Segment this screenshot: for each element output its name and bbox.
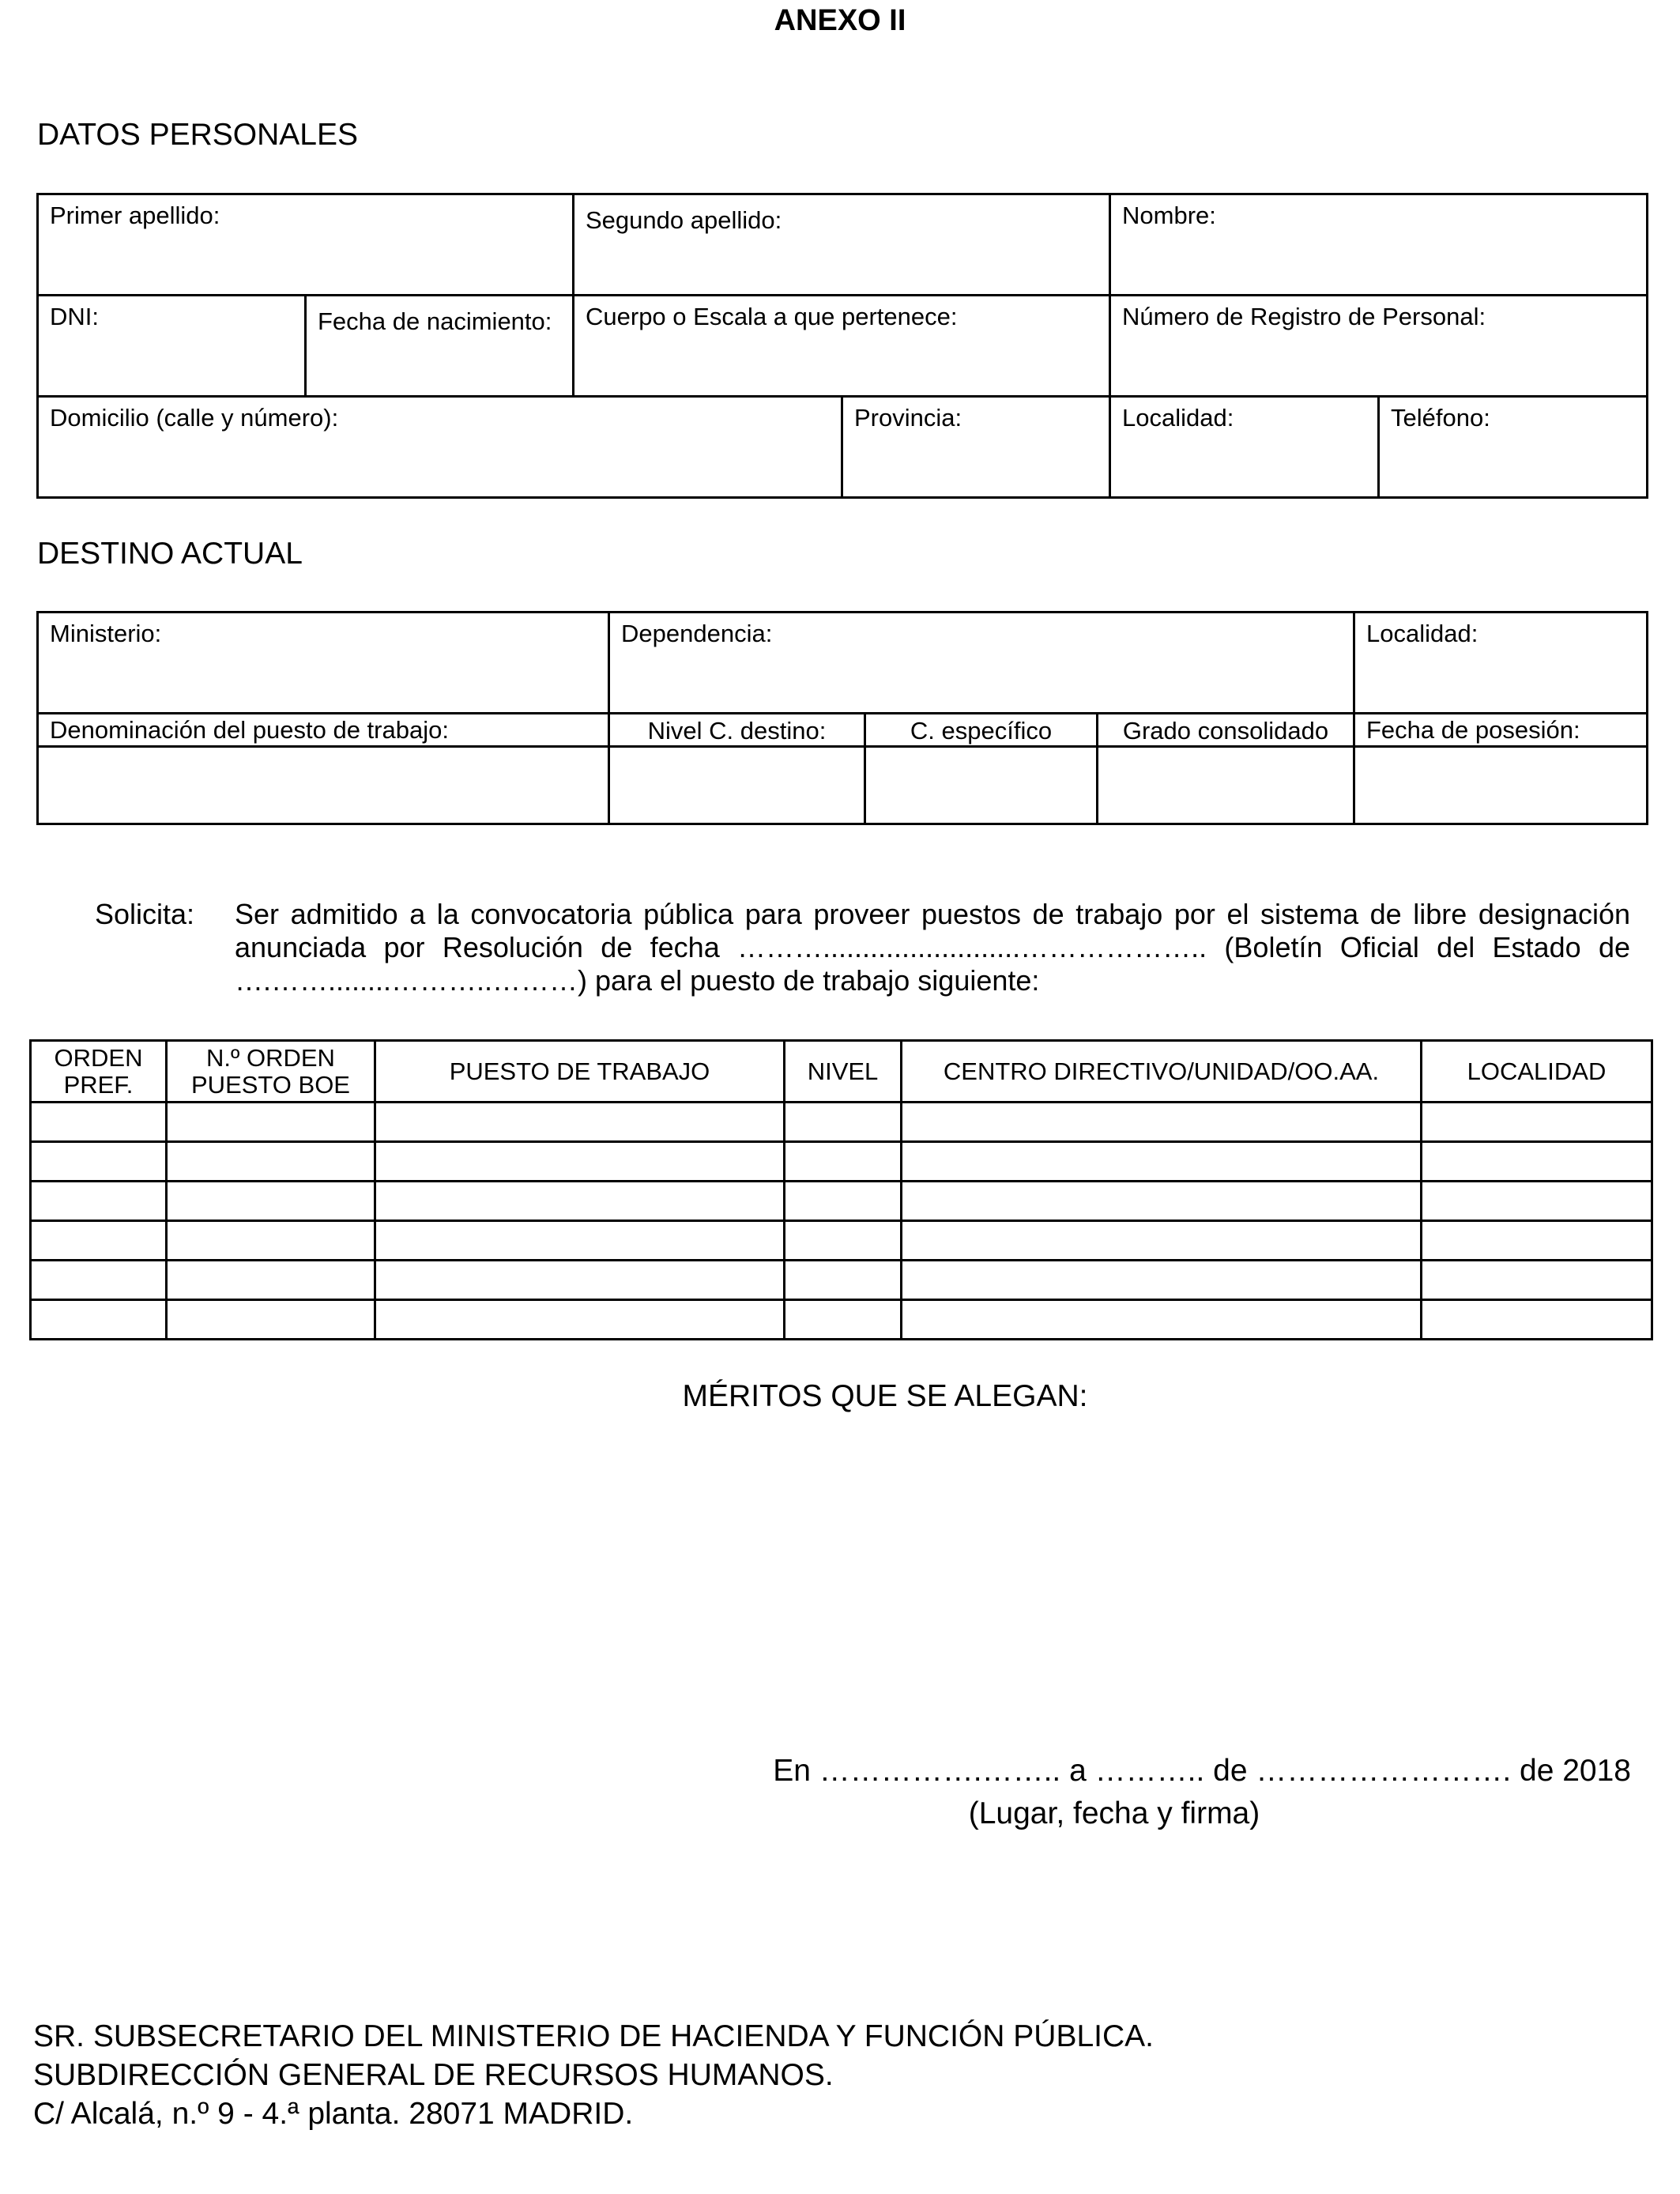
table-cell[interactable] xyxy=(902,1182,1422,1221)
telefono-field[interactable] xyxy=(1379,397,1648,498)
table-cell[interactable] xyxy=(31,1103,167,1142)
especifico-label: C. específico xyxy=(910,717,1053,745)
table-cell[interactable] xyxy=(167,1182,375,1221)
cuerpo-escala-label: Cuerpo o Escala a que pertenece: xyxy=(586,303,958,330)
table-cell[interactable] xyxy=(1422,1103,1652,1142)
table-cell[interactable] xyxy=(1422,1142,1652,1182)
fecha-posesion-field[interactable] xyxy=(1354,747,1648,824)
lugar-fecha-caption: (Lugar, fecha y firma) xyxy=(968,1796,1260,1830)
page-title: ANEXO II xyxy=(774,4,906,37)
table-cell[interactable] xyxy=(902,1261,1422,1300)
destino-localidad-label: Localidad: xyxy=(1366,620,1478,647)
lugar-fecha-line: En …………….…….. a ……….. de ……………………. de 2018 xyxy=(773,1754,1631,1788)
table-cell[interactable] xyxy=(375,1142,785,1182)
puestos-table xyxy=(29,1039,1653,1340)
table-cell[interactable] xyxy=(785,1300,902,1340)
table-cell[interactable] xyxy=(902,1142,1422,1182)
localidad-field[interactable] xyxy=(1110,397,1379,498)
datos-personales-table xyxy=(36,193,1648,499)
table-cell[interactable] xyxy=(167,1261,375,1300)
table-cell[interactable] xyxy=(167,1103,375,1142)
table-row xyxy=(31,1103,1652,1142)
table-cell[interactable] xyxy=(167,1142,375,1182)
table-cell[interactable] xyxy=(785,1103,902,1142)
table-row xyxy=(31,1300,1652,1340)
table-cell[interactable] xyxy=(31,1261,167,1300)
table-cell[interactable] xyxy=(375,1300,785,1340)
footer-line-3: C/ Alcalá, n.º 9 - 4.ª planta. 28071 MADRID. xyxy=(33,2097,634,2131)
header-orden-boe xyxy=(167,1041,375,1103)
domicilio-field[interactable] xyxy=(38,397,842,498)
fecha-nacimiento-field[interactable] xyxy=(306,296,574,397)
dependencia-label: Dependencia: xyxy=(621,620,773,647)
nivel-destino-label: Nivel C. destino: xyxy=(647,717,827,745)
table-cell[interactable] xyxy=(785,1221,902,1261)
denominacion-field[interactable] xyxy=(38,747,609,824)
table-cell[interactable] xyxy=(375,1261,785,1300)
ministerio-field[interactable] xyxy=(38,613,609,714)
table-cell[interactable] xyxy=(31,1182,167,1221)
nombre-field[interactable] xyxy=(1110,194,1648,296)
table-row xyxy=(31,1182,1652,1221)
footer-line-2: SUBDIRECCIÓN GENERAL DE RECURSOS HUMANOS. xyxy=(33,2058,834,2092)
table-cell[interactable] xyxy=(1422,1261,1652,1300)
localidad-label: Localidad: xyxy=(1122,404,1234,432)
provincia-field[interactable] xyxy=(842,397,1110,498)
table-cell[interactable] xyxy=(167,1300,375,1340)
registro-personal-label: Número de Registro de Personal: xyxy=(1122,303,1486,330)
table-cell[interactable] xyxy=(31,1221,167,1261)
primer-apellido-label: Primer apellido: xyxy=(50,202,220,229)
table-cell[interactable] xyxy=(167,1221,375,1261)
table-row xyxy=(31,1261,1652,1300)
destino-localidad-field[interactable] xyxy=(1354,613,1648,714)
section-heading-destino-actual: DESTINO ACTUAL xyxy=(37,537,303,571)
table-cell[interactable] xyxy=(902,1221,1422,1261)
nombre-label: Nombre: xyxy=(1122,202,1216,229)
table-cell[interactable] xyxy=(31,1142,167,1182)
telefono-label: Teléfono: xyxy=(1391,404,1490,432)
segundo-apellido-field[interactable] xyxy=(574,194,1110,296)
grado-label: Grado consolidado xyxy=(1122,717,1329,745)
provincia-label: Provincia: xyxy=(854,404,962,432)
segundo-apellido-label: Segundo apellido: xyxy=(586,206,782,234)
fecha-posesion-header xyxy=(1354,714,1648,747)
table-cell[interactable] xyxy=(375,1221,785,1261)
meritos-heading: MÉRITOS QUE SE ALEGAN: xyxy=(682,1379,1088,1413)
solicita-text: Ser admitido a la convocatoria pública para proveer puestos de trabajo por el sistema de libre designación anunciada por Resolución de fecha ……….........................……………….. (Boletín Oficial del Estado de ….……........………..………) para el puesto de trabajo siguiente: xyxy=(235,898,1630,997)
table-row xyxy=(31,1142,1652,1182)
section-heading-datos-personales: DATOS PERSONALES xyxy=(37,118,359,152)
table-cell[interactable] xyxy=(1422,1221,1652,1261)
cuerpo-escala-field[interactable] xyxy=(574,296,1110,397)
header-nivel: NIVEL xyxy=(785,1041,902,1103)
dni-field[interactable] xyxy=(38,296,306,397)
solicita-label: Solicita: xyxy=(95,898,195,930)
footer-line-1: SR. SUBSECRETARIO DEL MINISTERIO DE HACIENDA Y FUNCIÓN PÚBLICA. xyxy=(33,2019,1154,2053)
primer-apellido-field[interactable] xyxy=(38,194,574,296)
table-cell[interactable] xyxy=(902,1103,1422,1142)
header-orden-pref-line2: PREF. xyxy=(63,1070,134,1099)
denominacion-header xyxy=(38,714,609,747)
especifico-header xyxy=(865,714,1098,747)
grado-field[interactable] xyxy=(1098,747,1354,824)
fecha-nacimiento-label: Fecha de nacimiento: xyxy=(318,307,552,335)
table-cell[interactable] xyxy=(375,1103,785,1142)
header-localidad: LOCALIDAD xyxy=(1422,1041,1652,1103)
grado-header xyxy=(1098,714,1354,747)
denominacion-label: Denominación del puesto de trabajo: xyxy=(50,716,449,744)
domicilio-label: Domicilio (calle y número): xyxy=(50,404,339,432)
header-orden-pref xyxy=(31,1041,167,1103)
ministerio-label: Ministerio: xyxy=(50,620,162,647)
nivel-destino-field[interactable] xyxy=(609,747,865,824)
nivel-destino-header xyxy=(609,714,865,747)
registro-personal-field[interactable] xyxy=(1110,296,1648,397)
destino-actual-table xyxy=(36,611,1648,825)
table-cell[interactable] xyxy=(375,1182,785,1221)
header-puesto: PUESTO DE TRABAJO xyxy=(375,1041,785,1103)
dni-label: DNI: xyxy=(50,303,99,330)
fecha-posesion-label: Fecha de posesión: xyxy=(1366,716,1580,744)
header-orden-boe-line2: PUESTO BOE xyxy=(191,1070,350,1099)
table-cell[interactable] xyxy=(1422,1182,1652,1221)
table-row xyxy=(31,1221,1652,1261)
header-centro: CENTRO DIRECTIVO/UNIDAD/OO.AA. xyxy=(902,1041,1422,1103)
table-cell[interactable] xyxy=(902,1300,1422,1340)
table-cell[interactable] xyxy=(785,1182,902,1221)
header-orden-pref-line1: ORDEN xyxy=(54,1043,143,1072)
table-cell[interactable] xyxy=(31,1300,167,1340)
dependencia-field[interactable] xyxy=(609,613,1354,714)
header-orden-boe-line1: N.º ORDEN xyxy=(206,1043,335,1072)
especifico-field[interactable] xyxy=(865,747,1098,824)
table-cell[interactable] xyxy=(785,1142,902,1182)
table-cell[interactable] xyxy=(785,1261,902,1300)
table-cell[interactable] xyxy=(1422,1300,1652,1340)
